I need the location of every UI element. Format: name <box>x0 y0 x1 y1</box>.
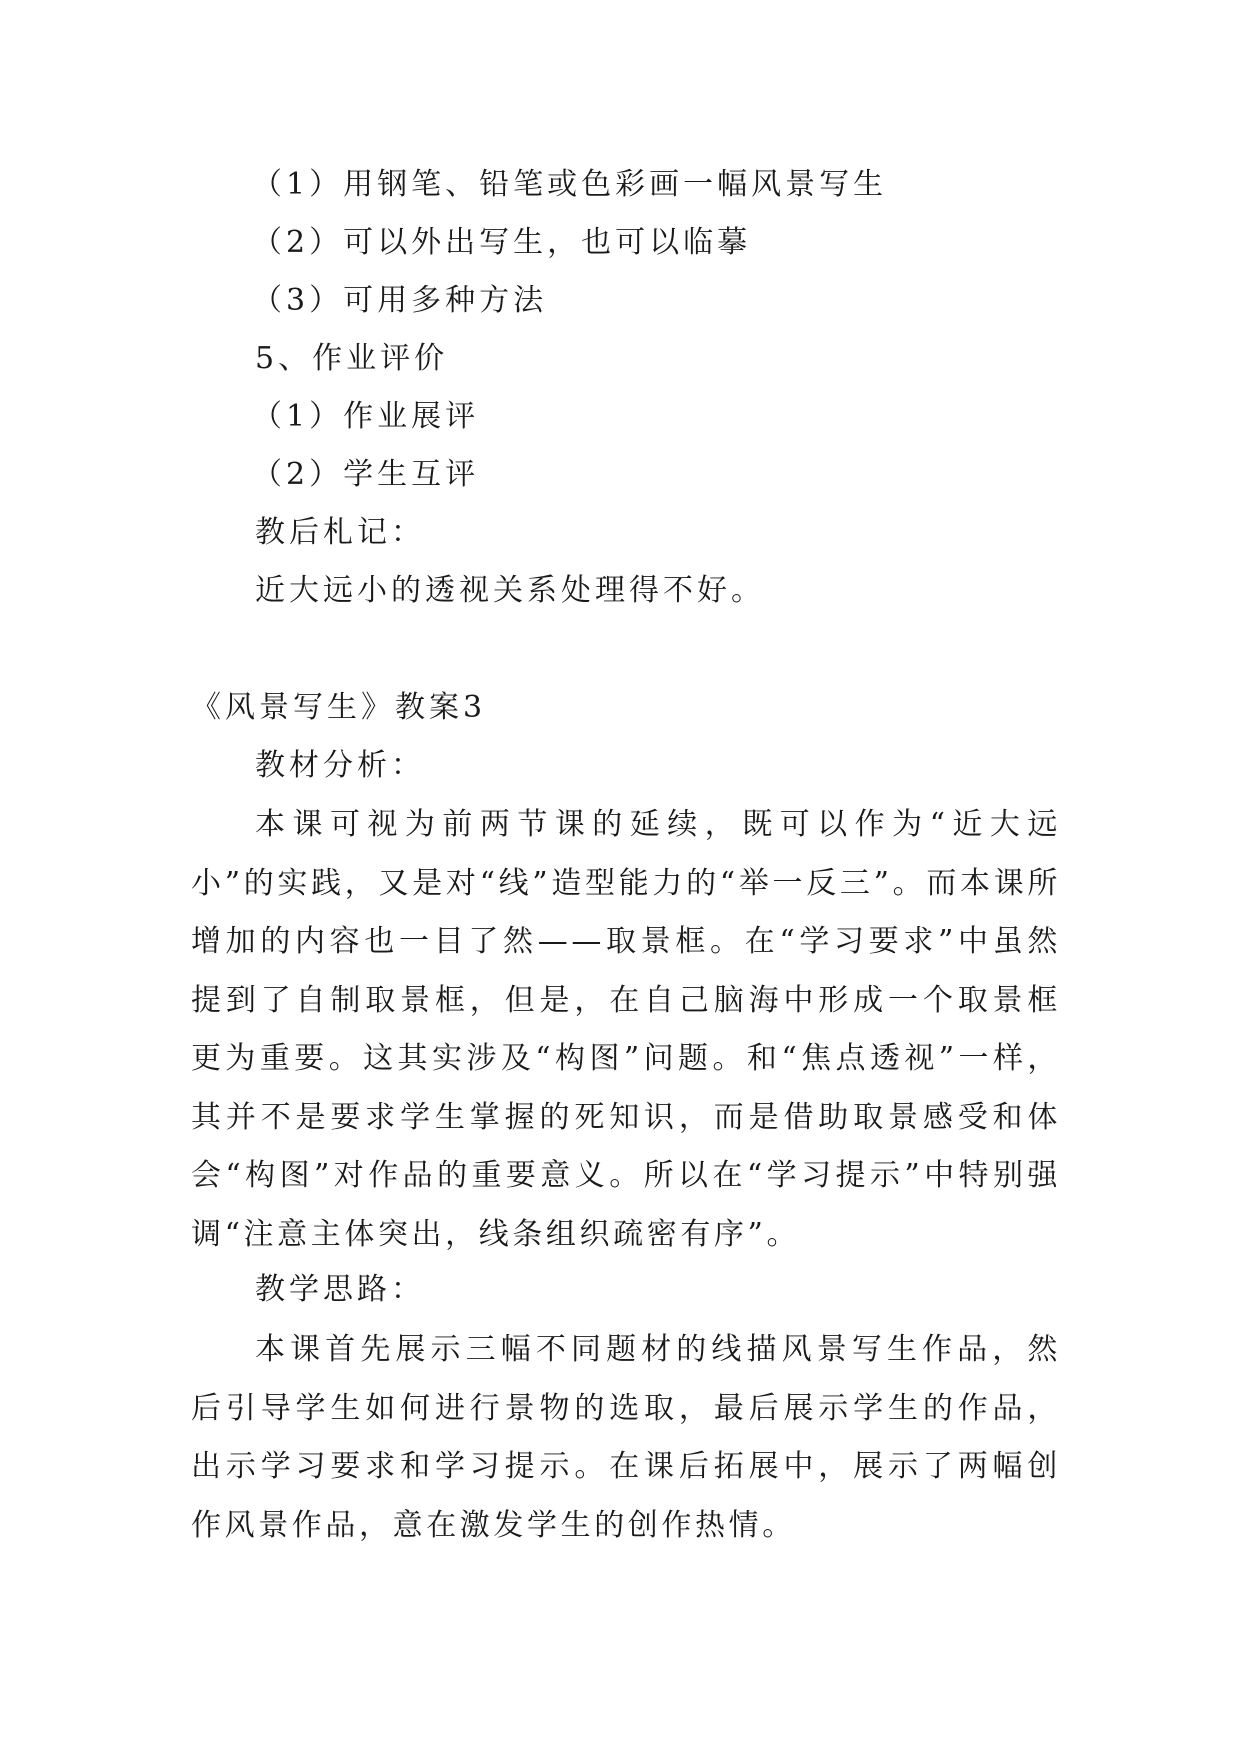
list-item: （1）用钢笔、铅笔或色彩画一幅风景写生 <box>252 167 888 202</box>
analysis-paragraph: 本课可视为前两节课的延续，既可以作为“近大远小”的实践，又是对“线”造型能力的“举一反三”。而本课所增加的内容也一目了然——取景框。在“学习要求”中虽然提到了自制取景框，但是，在自己脑海中形成一个取景框更为重要。这其实涉及“构图”问题。和“焦点透视”一样，其并不是要求学生掌握的死知识，而是借助取景感受和体会“构图”对作品的重要意义。所以在“学习提示”中特别强调“注意主体突出，线条组织疏密有序”。 <box>191 807 1061 1252</box>
list-item: （2）学生互评 <box>252 457 480 492</box>
list-item: （2）可以外出写生，也可以临摹 <box>252 225 752 260</box>
section-heading: 5、作业评价 <box>255 341 449 376</box>
list-item: （1）作业展评 <box>252 399 480 434</box>
document-title: 《风景写生》教案3 <box>191 690 487 725</box>
analysis-heading: 教材分析： <box>255 748 425 783</box>
postscript-label: 教后札记： <box>255 515 425 550</box>
list-item: （3）可用多种方法 <box>252 283 548 318</box>
thinking-heading: 教学思路： <box>255 1272 425 1307</box>
thinking-paragraph: 本课首先展示三幅不同题材的线描风景写生作品，然后引导学生如何进行景物的选取，最后展示学生的作品，出示学习要求和学习提示。在课后拓展中，展示了两幅创作风景作品，意在激发学生的创作热情。 <box>191 1332 1061 1543</box>
postscript-text: 近大远小的透视关系处理得不好。 <box>255 573 765 608</box>
